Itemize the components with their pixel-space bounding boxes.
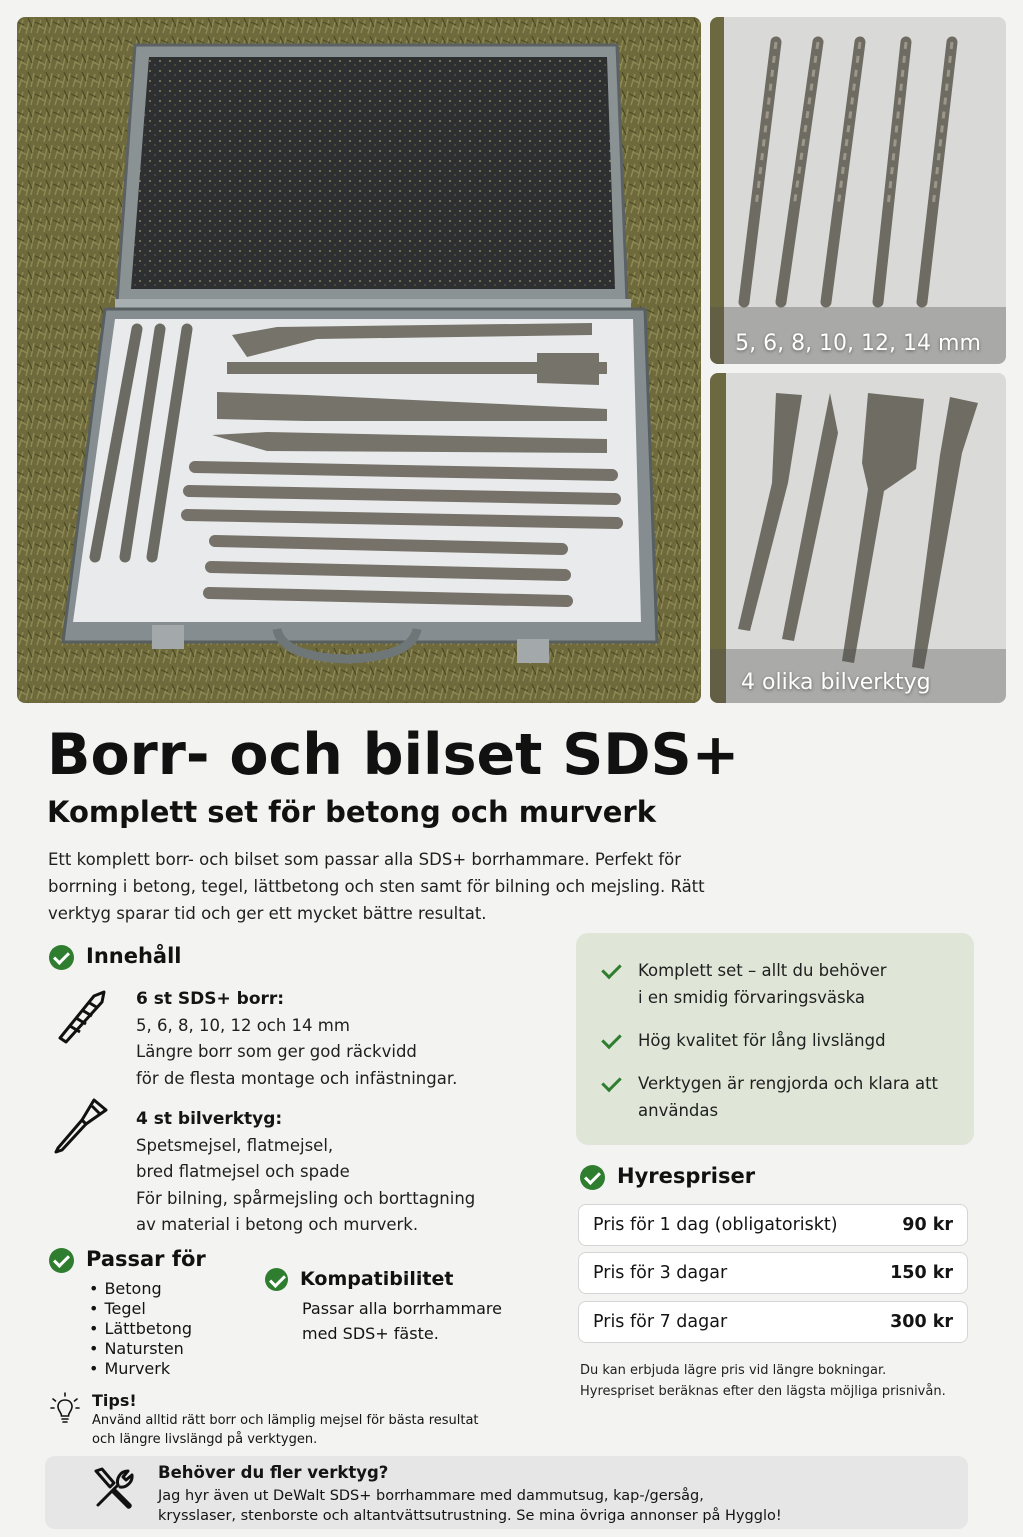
checkmark-icon <box>598 1027 638 1054</box>
check-circle-icon <box>49 945 74 970</box>
benefit-line: Hög kvalitet för lång livslängd <box>638 1031 886 1050</box>
price-amount: 90 kr <box>902 1215 953 1235</box>
tips-line: Använd alltid rätt borr och lämplig mejsel för bästa resultat <box>92 1413 479 1428</box>
drills-caption: 5, 6, 8, 10, 12, 14 mm <box>735 331 981 356</box>
checkmark-icon <box>598 1070 638 1097</box>
footer-text <box>158 1487 818 1526</box>
list-item: • Lättbetong <box>89 1319 192 1339</box>
list-item: • Tegel <box>89 1299 192 1319</box>
drills-line: 5, 6, 8, 10, 12 och 14 mm <box>136 1015 350 1035</box>
chisels-description <box>136 1106 556 1239</box>
suits-list <box>89 1279 192 1379</box>
drills-title: 6 st SDS+ borr: <box>136 989 285 1009</box>
price-label: Pris för 1 dag (obligatoriskt) <box>593 1215 838 1235</box>
price-note-line: Du kan erbjuda lägre pris vid längre bokningar. <box>580 1363 887 1378</box>
tips-line: och längre livslängd på verktygen. <box>92 1432 318 1447</box>
chisels-line: För bilning, spårmejsling och borttagning <box>136 1188 476 1208</box>
price-row <box>578 1252 968 1294</box>
check-circle-icon <box>265 1268 288 1291</box>
tips-title: Tips! <box>92 1391 137 1410</box>
benefits-box <box>576 933 974 1145</box>
chisel-icon <box>52 1094 112 1154</box>
benefit-line: Verktygen är rengjorda och klara att <box>638 1074 939 1093</box>
benefit-line: Komplett set – allt du behöver <box>638 961 887 980</box>
contents-heading <box>49 944 181 970</box>
chisels-line: bred flatmejsel och spade <box>136 1162 350 1181</box>
chisels-line: Spetsmejsel, flatmejsel, <box>136 1135 334 1155</box>
price-label: Pris för 7 dagar <box>593 1312 728 1332</box>
benefit-item <box>598 1070 954 1124</box>
list-item: • Betong <box>89 1279 192 1299</box>
drills-line: för de flesta montage och infästningar. <box>136 1068 458 1088</box>
price-note-line: Hyrespriset beräknas efter den lägsta möjliga prisnivån. <box>580 1384 946 1399</box>
lightbulb-icon <box>49 1391 81 1425</box>
price-row <box>578 1204 968 1246</box>
checkmark-icon <box>598 957 638 984</box>
drill-bits-photo <box>710 17 1006 364</box>
tools-icon <box>92 1465 138 1511</box>
compat-heading-label: Kompatibilitet <box>300 1268 454 1290</box>
price-amount: 150 kr <box>890 1263 953 1283</box>
drills-line: Längre borr som ger god räckvidd <box>136 1042 417 1061</box>
intro-text: Ett komplett borr- och bilset som passar alla SDS+ borrhammare. Perfekt för borrning i betong, tegel, lättbetong och sten samt för bilning och mejsling. Rätt verktyg sparar tid och ger ett mycket bättre resultat. <box>48 850 705 923</box>
page-subtitle: Komplett set för betong och murverk <box>47 795 657 829</box>
tips-text <box>92 1411 512 1449</box>
compat-line: Passar alla borrhammare <box>302 1299 502 1318</box>
drill-bit-icon <box>52 988 112 1048</box>
benefit-item <box>598 957 954 1011</box>
price-note <box>580 1360 980 1402</box>
benefit-item <box>598 1027 954 1054</box>
chisels-caption: 4 olika bilverktyg <box>741 670 931 695</box>
compat-text <box>302 1297 542 1346</box>
benefit-line: i en smidig förvaringsväska <box>638 988 866 1007</box>
list-item: • Murverk <box>89 1359 192 1379</box>
chisels-title: 4 st bilverktyg: <box>136 1109 283 1129</box>
contents-heading-label: Innehåll <box>86 944 182 968</box>
price-row <box>578 1301 968 1343</box>
compat-heading <box>265 1268 453 1291</box>
suits-heading <box>49 1247 206 1273</box>
price-amount: 300 kr <box>890 1312 953 1332</box>
footer-line: krysslaser, stenborste och altantvättsutrustning. Se mina övriga annonser på Hygglo! <box>158 1507 782 1524</box>
page-title: Borr- och bilset SDS+ <box>47 722 740 788</box>
compat-line: med SDS+ fäste. <box>302 1323 439 1343</box>
chisels-line: av material i betong och murverk. <box>136 1215 419 1234</box>
price-label: Pris för 3 dagar <box>593 1263 728 1283</box>
check-circle-icon <box>580 1165 605 1190</box>
footer-title: Behöver du fler verktyg? <box>158 1463 389 1482</box>
drills-description <box>136 986 556 1092</box>
prices-heading-label: Hyrespriser <box>617 1164 756 1188</box>
footer-line: Jag hyr även ut DeWalt SDS+ borrhammare med dammutsug, kap-/gersåg, <box>158 1488 704 1504</box>
benefit-line: användas <box>638 1101 719 1120</box>
check-circle-icon <box>49 1248 74 1273</box>
prices-heading <box>580 1164 755 1190</box>
suits-heading-label: Passar för <box>86 1247 206 1271</box>
list-item: • Natursten <box>89 1339 192 1359</box>
main-product-photo <box>17 17 701 703</box>
chisels-photo <box>710 373 1006 703</box>
